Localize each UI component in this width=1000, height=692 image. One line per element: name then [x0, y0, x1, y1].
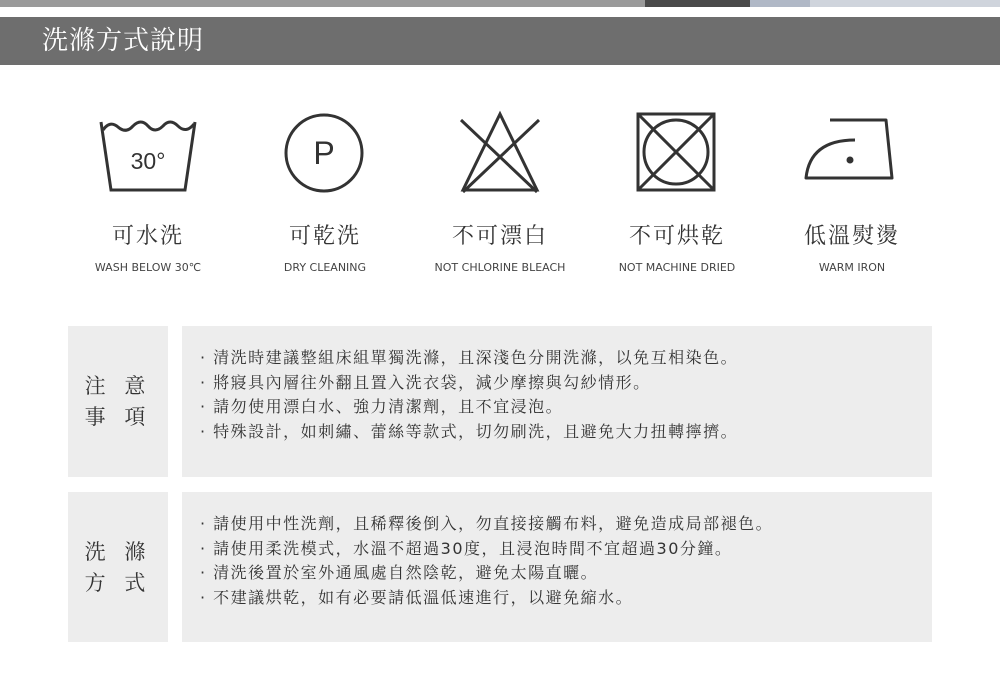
notes-label-box [68, 326, 168, 477]
care-label-en: NOT MACHINE DRIED [618, 261, 736, 274]
accent-segment [750, 0, 810, 7]
methods-list [200, 512, 773, 610]
list-item: · 請使用中性洗劑，且稀釋後倒入，勿直接接觸布料，避免造成局部褪色。 [200, 514, 774, 533]
list-item: · 請使用柔洗模式，水溫不超過30度，且浸泡時間不宜超過30分鐘。 [200, 538, 733, 558]
top-accent-bar [0, 0, 1000, 7]
page-title: 洗滌方式說明 [42, 26, 205, 56]
notes-content-box [182, 326, 932, 477]
dry-clean-icon [281, 110, 381, 196]
methods-label-box [68, 492, 168, 642]
care-label-zh: 不可漂白 [451, 224, 548, 249]
care-label-zh: 可水洗 [111, 224, 184, 249]
section-header [0, 17, 1000, 65]
care-label-zh: 不可烘乾 [628, 224, 725, 249]
care-label-en: WARM IRON [818, 261, 886, 274]
accent-segment [645, 0, 750, 7]
dry-clean-letter: P [313, 135, 335, 171]
care-label-en: DRY CLEANING [283, 261, 367, 274]
wash-tub-icon [98, 110, 198, 196]
list-item: · 請勿使用漂白水、強力清潔劑，且不宜浸泡。 [200, 397, 564, 416]
notes-label-line: 注 意 [84, 374, 152, 398]
list-item: · 清洗時建議整組床組單獨洗滌，且深淺色分開洗滌，以免互相染色。 [200, 348, 739, 367]
no-bleach-icon [457, 110, 557, 196]
notes-list [200, 346, 738, 444]
accent-segment [810, 0, 1000, 7]
list-item: · 將寢具內層往外翻且置入洗衣袋，減少摩擦與勾紗情形。 [200, 372, 651, 392]
methods-content-box [182, 492, 932, 642]
list-item: · 不建議烘乾，如有必要請低溫低速進行，以避免縮水。 [200, 587, 634, 607]
iron-icon [800, 110, 900, 196]
no-tumble-dry-icon [634, 110, 734, 196]
care-label-en: NOT CHLORINE BLEACH [434, 261, 566, 274]
wash-temp-label: 30° [130, 148, 166, 174]
list-item: · 特殊設計，如刺繡、蕾絲等款式，切勿刷洗，且避免大力扭轉擰擠。 [200, 421, 739, 441]
care-label-zh: 低溫熨燙 [803, 224, 900, 249]
methods-label-line: 方 式 [84, 571, 152, 595]
notes-label-line: 事 項 [84, 405, 152, 429]
list-item: · 清洗後置於室外通風處自然陰乾，避免太陽直曬。 [200, 563, 599, 582]
care-label-zh: 可乾洗 [288, 224, 361, 249]
methods-label-line: 洗 滌 [84, 540, 152, 564]
care-label-en: WASH BELOW 30℃ [94, 261, 202, 274]
